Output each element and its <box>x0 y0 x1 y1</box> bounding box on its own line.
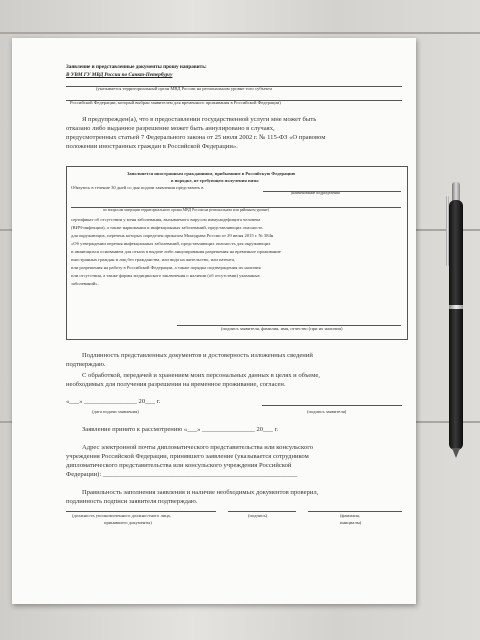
official-position-line[interactable] <box>66 511 216 512</box>
date-caption: (дата подачи заявления) <box>92 409 139 414</box>
box-obligation: Обязуюсь в течение 30 дней со дня подачи заявления представить в <box>71 185 204 190</box>
official-caption-1: (должность уполномоченного должностного лица, <box>72 513 171 518</box>
signature-caption: (подпись) <box>248 513 268 518</box>
official-surname-line[interactable] <box>308 511 402 512</box>
box-title-2: в порядке, не требующем получения визы <box>171 178 259 183</box>
application-sheet: Заявление и представленные документы прошу направить: В УВМ ГУ МВД России по Санкт-Петербургу (указывается территориальный орган МВД России на региональном уровне того субъекта Российской Федерации, который выбран заявителем для временного проживания в Российской Федерации) Я предупрежден(а), что в предоставлении государственной услуги мне может быть отказано либо выданное разрешение может быть аннулировано в случаях, предусмотренных статьей 7 Федерального закона от 25 июля 2002 г. № 115-ФЗ «О правовом положении иностранных граждан в Российской Федерации». Заполняется иностранным гражданином, прибывшим в Российскую Федерацию в порядке, не требующем получения визы Обязуюсь в течение 30 дней со дня подачи заявления представить в (наименование подразделения по вопросам миграции территориального органа МВД России на региональном или районном уровне) сертификат об отсутствии у меня заболевания, вызываемого вирусом иммунодефицита человека (ВИЧ-инфекции), а также наркомании и инфекционных заболеваний, представляющих опасность для окружающих, перечень которых определен приказом Минздрава России от 29 июня 2015 г. № 384н «Об утверждении перечня инфекционных заболеваний, представляющих опасность для окружающих и являющихся основанием для отказа в выдаче либо аннулирования разрешения на временное проживание иностранных граждан и лиц без гражданства, или вида на жительство, или патента, или разрешения на работу в Российской Федерации, а также порядка подтверждения их наличия или отсутствия, а также формы медицинского заключения о наличии (об отсутствии) указанных заболеваний». (подпись заявителя, фамилия, имя, отчество (при их наличии) Подлинность представленных документов и достоверность изложенных сведений подтверждаю. С обработкой, передачей и хранением моих персональных данных в целях и объеме, необходимых для получения разрешения на временное проживание, согласен. «___» ________________ 20___ г. (дата подачи заявления) (подпись заявителя) Заявление принято к рассмотрению «___» ________________ 20___ г. Адрес электронной почты дипломатического представительства или консульского учреждения Российской Федерации, принявшего заявление (указывается сотрудником дипломатического представительства или консульского учреждения Российской Федерации): ___________________________________________________________ Правильность заполнения заявления и наличие необходимых документов проверил, подлинность подписи заявителя подтверждаю. (должность уполномоченного должностного лица, принявшего документы) (подпись) (фамилия, инициалы) <box>12 38 416 604</box>
caption-authority-1: (указывается территориальный орган МВД России на региональном уровне того субъекта <box>96 86 273 91</box>
official-caption-2: принявшего документы) <box>104 520 152 525</box>
pen-tip-icon <box>452 448 460 458</box>
box-obligation-caption: (наименование подразделения <box>291 191 340 195</box>
heading-authority: В УВМ ГУ МВД России по Санкт-Петербургу <box>66 72 173 78</box>
caption-authority-2: Российской Федерации, который выбран заявителем для временного проживания в Российской Федерации) <box>70 100 281 105</box>
pen-body-icon <box>449 200 463 450</box>
foreign-citizen-box: Заполняется иностранным гражданином, прибывшим в Российскую Федерацию в порядке, не требующем получения визы Обязуюсь в течение 30 дней со дня подачи заявления представить в (наименование подразделения по вопросам миграции территориального органа МВД России на региональном или районном уровне) сертификат об отсутствии у меня заболевания, вызываемого вирусом иммунодефицита человека (ВИЧ-инфекции), а также наркомании и инфекционных заболеваний, представляющих опасность для окружающих, перечень которых определен приказом Минздрава России от 29 июня 2015 г. № 384н «Об утверждении перечня инфекционных заболеваний, представляющих опасность для окружающих и являющихся основанием для отказа в выдаче либо аннулирования разрешения на временное проживание иностранных граждан и лиц без гражданства, или вида на жительство, или патента, или разрешения на работу в Российской Федерации, а также порядка подтверждения их наличия или отсутствия, а также формы медицинского заключения о наличии (об отсутствии) указанных заболеваний». (подпись заявителя, фамилия, имя, отчество (при их наличии) <box>66 166 408 340</box>
accepted-line: Заявление принято к рассмотрению «___» ________________ 20___ г. <box>82 426 279 433</box>
heading-send-to: Заявление и представленные документы прошу направить: <box>66 64 207 70</box>
submission-date-field[interactable]: «___» ________________ 20___ г. <box>66 398 161 405</box>
official-signature-line[interactable] <box>228 511 296 512</box>
box-dept-caption: по вопросам миграции территориального органа МВД России на региональном или районном уровне) <box>103 208 269 212</box>
pen-ring-icon <box>449 305 463 309</box>
applicant-sign-caption: (подпись заявителя) <box>307 409 347 414</box>
applicant-signature-line[interactable] <box>262 405 402 406</box>
surname-caption-1: (фамилия, <box>340 513 360 518</box>
surname-caption-2: инициалы) <box>340 520 362 525</box>
box-sign-caption: (подпись заявителя, фамилия, имя, отчество (при их наличии) <box>221 326 343 331</box>
box-title-1: Заполняется иностранным гражданином, прибывшим в Российскую Федерацию <box>127 171 296 176</box>
